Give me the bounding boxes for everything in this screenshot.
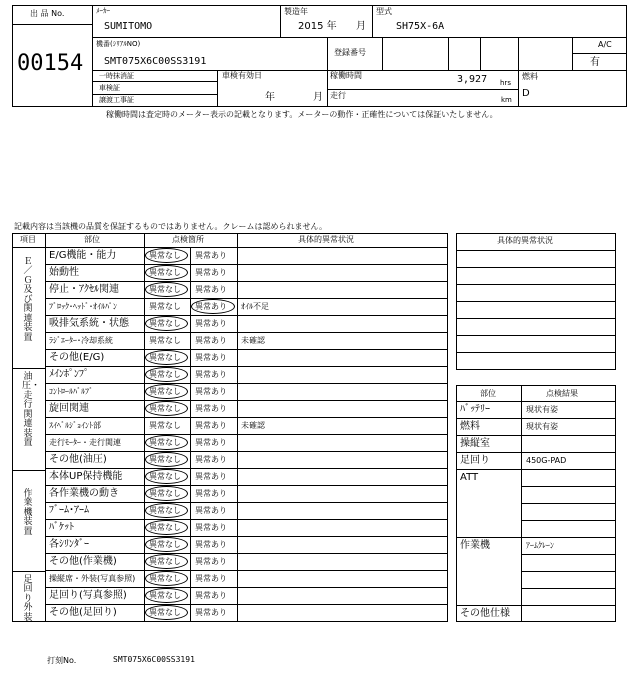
status-ok: 異常なし <box>149 387 181 396</box>
status-ok: 異常なし <box>149 472 181 481</box>
row-part: その他(E/G) <box>49 352 105 363</box>
status-ok: 異常なし <box>149 506 181 515</box>
row-part: ｽｲﾍﾞﾙｼﾞｮｲﾝﾄ部 <box>49 421 101 430</box>
hours-value: 3,927 <box>457 74 488 85</box>
header-item: 項目 <box>20 235 36 244</box>
status-ok-circle <box>145 469 188 484</box>
status-ok: 異常なし <box>149 319 181 328</box>
status-ok-circle <box>145 265 188 280</box>
ac-label: A/C <box>598 40 612 49</box>
maker-value: SUMITOMO <box>104 21 153 32</box>
status-ng: 異常あり <box>195 506 227 515</box>
status-ok: 異常なし <box>149 557 181 566</box>
maker-label: ﾒｰｶｰ <box>96 7 110 15</box>
status-ok-circle <box>145 367 188 382</box>
status-ng: 異常あり <box>195 370 227 379</box>
hours-unit: hrs <box>500 79 511 87</box>
status-ok-circle <box>145 554 188 569</box>
group-engine-label: Ｅ／Ｇ及び関連装置 <box>23 257 33 343</box>
status-ok-circle <box>145 520 188 535</box>
transfer-cert-label: 譲渡工事証 <box>99 96 134 104</box>
status-ok: 異常なし <box>149 404 181 413</box>
result-part: 作業機 <box>460 540 490 551</box>
registration-label: 登録番号 <box>334 48 366 57</box>
vehicle-cert-label: 車検証 <box>99 84 120 92</box>
row-part: 始動性 <box>49 267 79 278</box>
status-ok: 異常なし <box>149 268 181 277</box>
serial-label: 機番(ｼﾘｱﾙNO) <box>96 40 141 48</box>
row-part: ﾊﾞｹｯﾄ <box>49 522 74 533</box>
row-part: ﾌﾞｰﾑ･ｱｰﾑ <box>49 505 89 516</box>
header-check: 点検箇所 <box>172 235 204 244</box>
model-label: 型式 <box>376 7 392 16</box>
row-detail: 未確認 <box>241 421 265 430</box>
row-detail: ｵｲﾙ不足 <box>241 302 269 311</box>
status-ng: 異常あり <box>195 574 227 583</box>
status-ng-circle <box>191 299 235 314</box>
status-ng: 異常あり <box>195 489 227 498</box>
status-ng: 異常あり <box>195 438 227 447</box>
group-work-label: 作業機装置 <box>23 489 33 537</box>
result-header-part: 部位 <box>480 389 496 398</box>
row-part: ﾗｼﾞｴｰﾀｰ･冷却系統 <box>49 336 113 345</box>
status-ng: 異常あり <box>195 472 227 481</box>
status-ok: 異常なし <box>149 489 181 498</box>
year-label: 製造年 <box>284 7 308 16</box>
inspection-year: 年 <box>265 92 275 103</box>
status-ok-circle <box>145 435 188 450</box>
group-undercarriage-label: 足回り外装 <box>23 575 33 623</box>
status-ok-circle <box>145 537 188 552</box>
row-detail: 未確認 <box>241 336 265 345</box>
row-part: ﾌﾞﾛｯｸ･ﾍｯﾄﾞ･ｵｲﾙﾊﾟﾝ <box>49 302 117 311</box>
lot-number: 00154 <box>17 51 84 76</box>
result-part: ﾊﾞｯﾃﾘｰ <box>460 404 490 415</box>
row-part: その他(足回り) <box>49 607 117 618</box>
status-ok: 異常なし <box>149 336 181 345</box>
status-ng: 異常あり <box>195 591 227 600</box>
result-value: 現状有姿 <box>526 422 558 431</box>
status-ok: 異常なし <box>149 370 181 379</box>
header-part: 部位 <box>84 235 100 244</box>
status-ng: 異常あり <box>195 268 227 277</box>
status-ok: 異常なし <box>149 438 181 447</box>
status-ng: 異常あり <box>195 608 227 617</box>
status-ok-circle <box>145 401 188 416</box>
result-value: 450G-PAD <box>526 456 567 465</box>
ac-value: 有 <box>590 57 600 68</box>
row-part: その他(作業機) <box>49 556 117 567</box>
status-ok: 異常なし <box>149 540 181 549</box>
row-part: 走行ﾓｰﾀｰ・走行関連 <box>49 438 121 447</box>
status-ok: 異常なし <box>149 353 181 362</box>
status-ok: 異常なし <box>149 591 181 600</box>
status-ng: 異常あり <box>195 285 227 294</box>
status-ok: 異常なし <box>149 574 181 583</box>
right-detail-header: 具体的異常状況 <box>497 236 553 245</box>
status-ng: 異常あり <box>195 251 227 260</box>
status-ng: 異常あり <box>195 557 227 566</box>
row-part: ﾒｲﾝﾎﾟﾝﾌﾟ <box>49 369 89 380</box>
status-ng: 異常あり <box>195 319 227 328</box>
status-ng: 異常あり <box>195 455 227 464</box>
row-part: 各ｼﾘﾝﾀﾞｰ <box>49 539 89 550</box>
result-part: 燃料 <box>460 421 480 432</box>
hours-label: 稼働時間 <box>330 71 362 80</box>
status-ng: 異常あり <box>195 353 227 362</box>
year-value: 2015 年 <box>298 21 337 32</box>
status-ok-circle <box>145 384 188 399</box>
row-part: 停止・ｱｸｾﾙ関連 <box>49 284 119 295</box>
status-ng: 異常あり <box>195 387 227 396</box>
mileage-label: 走行 <box>330 91 346 100</box>
hours-note: 稼働時間は査定時のメーター表示の記載となります。メーターの動作・正確性については保証いたしません。 <box>106 110 498 119</box>
result-header-result: 点検結果 <box>546 389 578 398</box>
model-value: SH75X-6A <box>396 21 445 32</box>
status-ok: 異常なし <box>149 285 181 294</box>
status-ok: 異常なし <box>149 421 181 430</box>
status-ok-circle <box>145 503 188 518</box>
status-ng: 異常あり <box>195 404 227 413</box>
status-ok-circle <box>145 571 188 586</box>
inspection-month: 月 <box>313 92 323 103</box>
row-part: その他(油圧) <box>49 454 107 465</box>
result-value: 現状有姿 <box>526 405 558 414</box>
lot-label: 出 品 No. <box>30 9 65 18</box>
row-part: ｺﾝﾄﾛｰﾙﾊﾞﾙﾌﾞ <box>49 387 93 396</box>
status-ok-circle <box>145 316 188 331</box>
year-month-unit: 月 <box>356 21 366 32</box>
row-part: 足回り(写真参照) <box>49 590 127 601</box>
status-ok: 異常なし <box>149 523 181 532</box>
fuel-value: D <box>522 88 530 99</box>
status-ok-circle <box>145 282 188 297</box>
result-value: ｱｰﾑｸﾚｰﾝ <box>526 541 554 550</box>
serial-value: SMT075X6C00SS3191 <box>104 56 207 67</box>
status-ng: 異常あり <box>195 336 227 345</box>
status-ng: 異常あり <box>195 540 227 549</box>
inspection-label: 車検有効日 <box>222 71 262 80</box>
row-part: 本体UP保持機能 <box>49 471 123 482</box>
status-ok: 異常なし <box>149 251 181 260</box>
group-hydraulic-label: 油圧・走行関連装置 <box>22 372 41 449</box>
status-ok-circle <box>145 588 188 603</box>
status-ng: 異常あり <box>195 523 227 532</box>
status-ng: 異常あり <box>195 421 227 430</box>
header-detail: 具体的異常状況 <box>298 235 354 244</box>
status-ok: 異常なし <box>149 455 181 464</box>
status-ok: 異常なし <box>149 608 181 617</box>
result-part: 足回り <box>460 455 490 466</box>
status-ok-circle <box>145 452 188 467</box>
stamp-value: SMT075X6C00SS3191 <box>113 655 195 664</box>
disclaimer: 記載内容は当該機の品質を保証するものではありません。クレームは認められません。 <box>14 222 327 231</box>
status-ok: 異常なし <box>149 302 181 311</box>
status-ng: 異常あり <box>195 302 227 311</box>
result-part: その他仕様 <box>460 608 510 619</box>
temp-permit-label: 一時抹消証 <box>99 72 134 80</box>
row-part: 吸排気系統・状態 <box>49 318 129 329</box>
row-part: 旋回関連 <box>49 403 89 414</box>
result-part: ATT <box>460 472 479 483</box>
result-part: 操縦室 <box>460 438 490 449</box>
status-ok-circle <box>145 486 188 501</box>
row-part: E/G機能・能力 <box>49 250 117 261</box>
row-part: 操縦席・外装(写真参照) <box>49 574 136 583</box>
stamp-label: 打刻No. <box>47 656 77 665</box>
mileage-unit: km <box>501 96 512 104</box>
status-ok-circle <box>145 350 188 365</box>
status-ok-circle <box>145 605 188 620</box>
row-part: 各作業機の動き <box>49 488 119 499</box>
status-ok-circle <box>145 248 188 263</box>
fuel-label: 燃料 <box>522 72 538 81</box>
